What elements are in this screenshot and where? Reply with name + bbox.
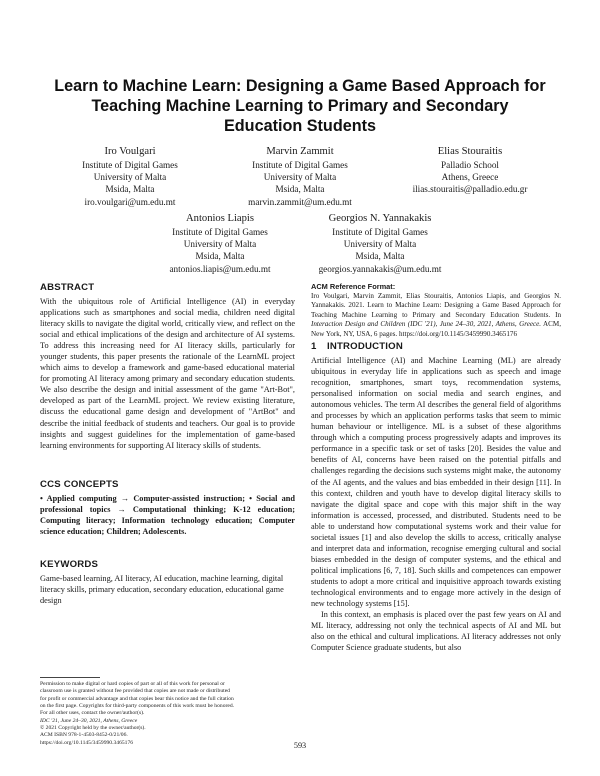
- author-name: Elias Stouraitis: [437, 146, 503, 157]
- acm-reference: [311, 282, 561, 340]
- author-name: Marvin Zammit: [266, 146, 334, 157]
- author-block: [50, 145, 210, 208]
- acm-reference-heading: ACM Reference Format:: [311, 282, 396, 291]
- footnote-line: for profit or commercial advantage and that copies bear this notice and the full citation: [40, 695, 234, 702]
- author-affiliation: Institute of Digital Games: [172, 227, 268, 237]
- introduction-heading: [311, 341, 403, 353]
- footnote-line: © 2021 Copyright held by the owner/author(s).: [40, 725, 146, 732]
- footnote-line: ACM ISBN 978-1-4503-8452-0/21/06.: [40, 732, 128, 739]
- author-location: Athens, Greece: [441, 172, 499, 183]
- author-email: antonios.liapis@um.edu.mt: [169, 263, 271, 274]
- keywords-heading: KEYWORDS: [40, 559, 99, 570]
- author-name: Iro Voulgari: [104, 146, 156, 157]
- ccs-paragraph: • Applied computing → Computer-assisted instruction; • Social and professional topics → Computational thinking; K-12 education; Computing literacy; Information technology education; Computer science education; Children; Adolescents.: [40, 494, 295, 537]
- ccs-heading: CCS CONCEPTS: [40, 479, 119, 490]
- section-title: INTRODUCTION: [327, 341, 403, 352]
- acm-reference-plain: Iro Voulgari, Marvin Zammit, Elias Stouraitis, Antonios Liapis, and Georgios N. Yannakakis. 2021. Learn to Machine Learn: Designing a Game Based Approach for Teaching Machine Learning to Primary and Secondary Education Students. In: [311, 291, 561, 319]
- author-affiliation: University of Malta: [93, 172, 167, 183]
- acm-reference-tail: ACM, New York, NY, USA, 6 pages. https://doi.org/10.1145/3459990.3465176: [311, 320, 561, 338]
- keywords-paragraph: Game-based learning, AI literacy, AI education, machine learning, digital literacy skills, primary education, secondary education, educational game design: [40, 574, 284, 606]
- footnote-line: on the first page. Copyrights for third-party components of this work must be honored.: [40, 703, 235, 710]
- author-location: Msida, Malta: [275, 184, 325, 195]
- footnote-line: classroom use is granted without fee provided that copies are not made or distributed: [40, 688, 230, 695]
- intro-paragraph-2: In this context, an emphasis is placed over the past few years on AI and ML literacy, addressing not only the technical aspects of AI and ML but also on the ethical and cultural implications. AI literacy addresses not only Computer Science graduate students, but also: [311, 610, 561, 653]
- footnote-line: For all other uses, contact the owner/author(s).: [40, 710, 145, 717]
- footnote-line: Permission to make digital or hard copies of part or all of this work for personal or: [40, 681, 225, 687]
- author-name: Georgios N. Yannakakis: [328, 213, 432, 224]
- title-line-2: Teaching Machine Learning to Primary and Secondary: [91, 97, 509, 115]
- author-location: Msida, Malta: [195, 251, 245, 262]
- acm-reference-text: [311, 292, 561, 340]
- author-affiliation: Palladio School: [441, 160, 499, 170]
- author-affiliation: University of Malta: [183, 239, 257, 250]
- author-location: Msida, Malta: [105, 184, 155, 195]
- author-email: georgios.yannakakis@um.edu.mt: [318, 263, 442, 274]
- author-block: [220, 145, 380, 208]
- author-email: marvin.zammit@um.edu.mt: [248, 196, 352, 207]
- intro-paragraph-1: Artificial Intelligence (AI) and Machine Learning (ML) are already ubiquitous in everyday life in applications such as speech and image recognition, smartphones, smart toys, recommendation systems, personalised information on social media and search engines, and autonomous vehicles. The term AI describes the general field of algorithms and processes by which an application performs tasks that seem to mimic human behaviour or intelligence. ML is a subset of these algorithms through which a computing process progressively adapts and improves its performance in a specific task or set of tasks [20]. Besides the value and benefits of AI, concerns have been raised on the potential pitfalls and challenges regarding the decisions such systems might make, the autonomy of the AI agents, and the values and bias embedded in their design [11]. In this context, children and youth have to develop digital literacy skills to navigate the digital space and cope with this major shift in the way information is accessed, processed, and distributed. Students need to be able to understand how computational systems work and their value for societal issues [1] and also develop the skills to access, critically analyse and interpret data and information, recognise emerging cultural and social biases embedded in the design of computer systems, and the ethical and political implications [6, 7, 18]. Such skills and competences can empower students to adopt a more critical and inquisitive approach towards existing technological environments and to engage more actively in the design of new technology systems [15].: [311, 356, 561, 609]
- keywords-text: [40, 573, 295, 606]
- page-number: 593: [293, 741, 307, 750]
- author-affiliation: Institute of Digital Games: [332, 227, 428, 237]
- introduction-text: [311, 355, 561, 653]
- paper-title: [40, 76, 560, 136]
- footnote-line: IDC '21, June 24–30, 2021, Athens, Greece: [40, 717, 138, 724]
- ccs-text: [40, 493, 295, 537]
- author-location: Msida, Malta: [355, 251, 405, 262]
- footnote-line: https://doi.org/10.1145/3459990.3465176: [40, 739, 134, 746]
- author-affiliation: University of Malta: [263, 172, 337, 183]
- author-email: iro.voulgari@um.edu.mt: [84, 196, 176, 207]
- author-email: ilias.stouraitis@palladio.edu.gr: [412, 184, 528, 195]
- author-name: Antonios Liapis: [186, 213, 254, 224]
- title-line-3: Education Students: [224, 117, 376, 135]
- copyright-footnote: [40, 677, 294, 747]
- title-line-1: Learn to Machine Learn: Designing a Game Based Approach for: [54, 77, 546, 95]
- section-number: 1: [311, 341, 317, 352]
- acm-reference-venue: Interaction Design and Children (IDC '21), June 24–30, 2021, Athens, Greece.: [311, 320, 542, 329]
- abstract-heading: ABSTRACT: [40, 282, 95, 293]
- author-block: [300, 212, 460, 275]
- footnote-rule: [40, 677, 100, 678]
- author-block: [140, 212, 300, 275]
- abstract-text: [40, 296, 295, 451]
- author-block: [380, 145, 560, 196]
- author-affiliation: University of Malta: [343, 239, 417, 250]
- author-affiliation: Institute of Digital Games: [82, 160, 178, 170]
- author-affiliation: Institute of Digital Games: [252, 160, 348, 170]
- abstract-paragraph: With the ubiquitous role of Artificial Intelligence (AI) in everyday applications such as smartphones and social media, children need digital literacy skills to navigate the digital world, critically view, and reflect on the social and ethical implications of the design and architecture of AI systems. To address this increasing need for AI literacy skills, particularly for younger students, this paper presents the rationale of the LearnML project which aims to develop a framework and game-based educational material for promoting AI literacy among primary and secondary education students. We also describe the design and initial assessment of the game "Art-Bot", developed as part of the LearnML project. We review existing literature, discuss the educational game design and development of "ArtBot" and describe the initial feedback of students and teachers. Our goal is to provide insights and suggest guidelines for the implementation of game-based learning environments for supporting AI literacy skills of students.: [40, 297, 295, 450]
